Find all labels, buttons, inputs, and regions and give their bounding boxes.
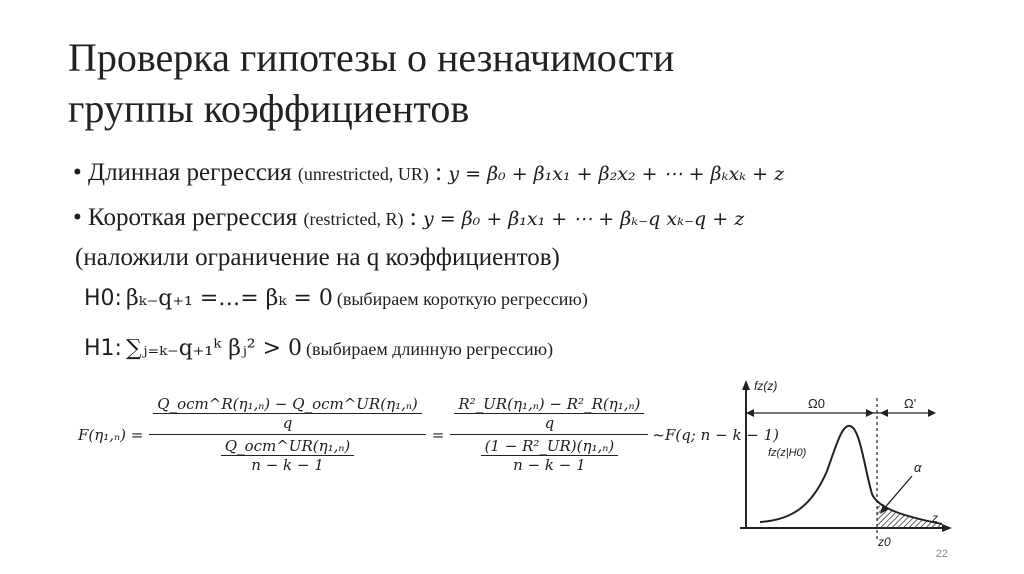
frac1-num-top: Q_ост^R(η₁,ₙ) − Q_ост^UR(η₁,ₙ) bbox=[157, 395, 418, 413]
h1-label: H1: bbox=[84, 336, 122, 361]
hypothesis-h0 bbox=[84, 286, 588, 311]
bullet-marker: • bbox=[73, 204, 82, 231]
h0-formula: βₖ₋q₊₁ =…= βₖ = 0 bbox=[125, 286, 333, 311]
bullet-note: (unrestricted, UR) bbox=[297, 164, 429, 184]
curve-label: fz(z|H0) bbox=[768, 447, 807, 459]
bullet-note: (restricted, R) bbox=[303, 209, 404, 229]
h1-formula: ∑ⱼ₌ₖ₋q₊₁ᵏ βⱼ² > 0 bbox=[125, 336, 303, 361]
alpha-pointer bbox=[882, 476, 912, 511]
f-distribution: ~F(q; n − k − 1) bbox=[652, 425, 780, 444]
frac2-num-bottom: q bbox=[454, 413, 644, 432]
f-lhs: F(η₁,ₙ) = bbox=[78, 425, 144, 444]
f-equals: = bbox=[431, 425, 445, 444]
h0-note: (выбираем короткую регрессию) bbox=[336, 289, 588, 309]
slide-title bbox=[68, 32, 674, 134]
frac1-den-top: Q_ост^UR(η₁,ₙ) bbox=[224, 437, 351, 455]
graph-y-label: fz(z) bbox=[754, 379, 778, 393]
title-line-1: Проверка гипотезы о незначимости bbox=[68, 35, 675, 80]
bullet-text: Длинная регрессия bbox=[88, 159, 292, 186]
bullet-text: Короткая регрессия bbox=[88, 204, 298, 231]
fraction-r-squared bbox=[450, 393, 648, 476]
hypothesis-h1 bbox=[84, 336, 553, 361]
formula-long-regression: y = β₀ + β₁x₁ + β₂x₂ + ⋯ + βₖxₖ + z bbox=[448, 163, 785, 185]
bullet-restricted bbox=[73, 203, 744, 234]
critical-value-label: z0 bbox=[878, 535, 891, 549]
frac1-den-bottom: n − k − 1 bbox=[221, 455, 355, 474]
fraction-q-ost bbox=[149, 393, 425, 476]
f-statistic-formula bbox=[78, 393, 779, 476]
region-omega0: Ω0 bbox=[808, 396, 825, 411]
alpha-label: α bbox=[914, 460, 922, 475]
frac2-num-top: R²_UR(η₁,ₙ) − R²_R(η₁,ₙ) bbox=[458, 395, 641, 413]
bullet-colon: : bbox=[435, 159, 443, 186]
formula-short-regression: y = β₀ + β₁x₁ + ⋯ + βₖ₋q xₖ₋q + z bbox=[422, 208, 745, 230]
h0-label: H0: bbox=[84, 286, 122, 311]
frac2-den-bottom: n − k − 1 bbox=[481, 455, 619, 474]
y-axis-arrow bbox=[742, 380, 750, 390]
frac2-den-top: (1 − R²_UR)(η₁,ₙ) bbox=[484, 437, 615, 455]
frac1-num-bottom: q bbox=[153, 413, 421, 432]
bullet-unrestricted bbox=[73, 158, 784, 189]
region-omega-prime: Ω' bbox=[904, 396, 917, 411]
h1-note: (выбираем длинную регрессию) bbox=[306, 339, 554, 359]
x-axis-arrow bbox=[942, 524, 952, 532]
bullet-colon: : bbox=[409, 204, 417, 231]
page-number: 22 bbox=[935, 548, 948, 560]
x-axis-label: z bbox=[932, 511, 938, 525]
bullet-marker: • bbox=[73, 159, 82, 186]
restriction-text: (наложили ограничение на q коэффициентов) bbox=[75, 244, 560, 271]
f-distribution-graph bbox=[732, 376, 954, 552]
title-line-2: группы коэффициентов bbox=[68, 86, 470, 131]
